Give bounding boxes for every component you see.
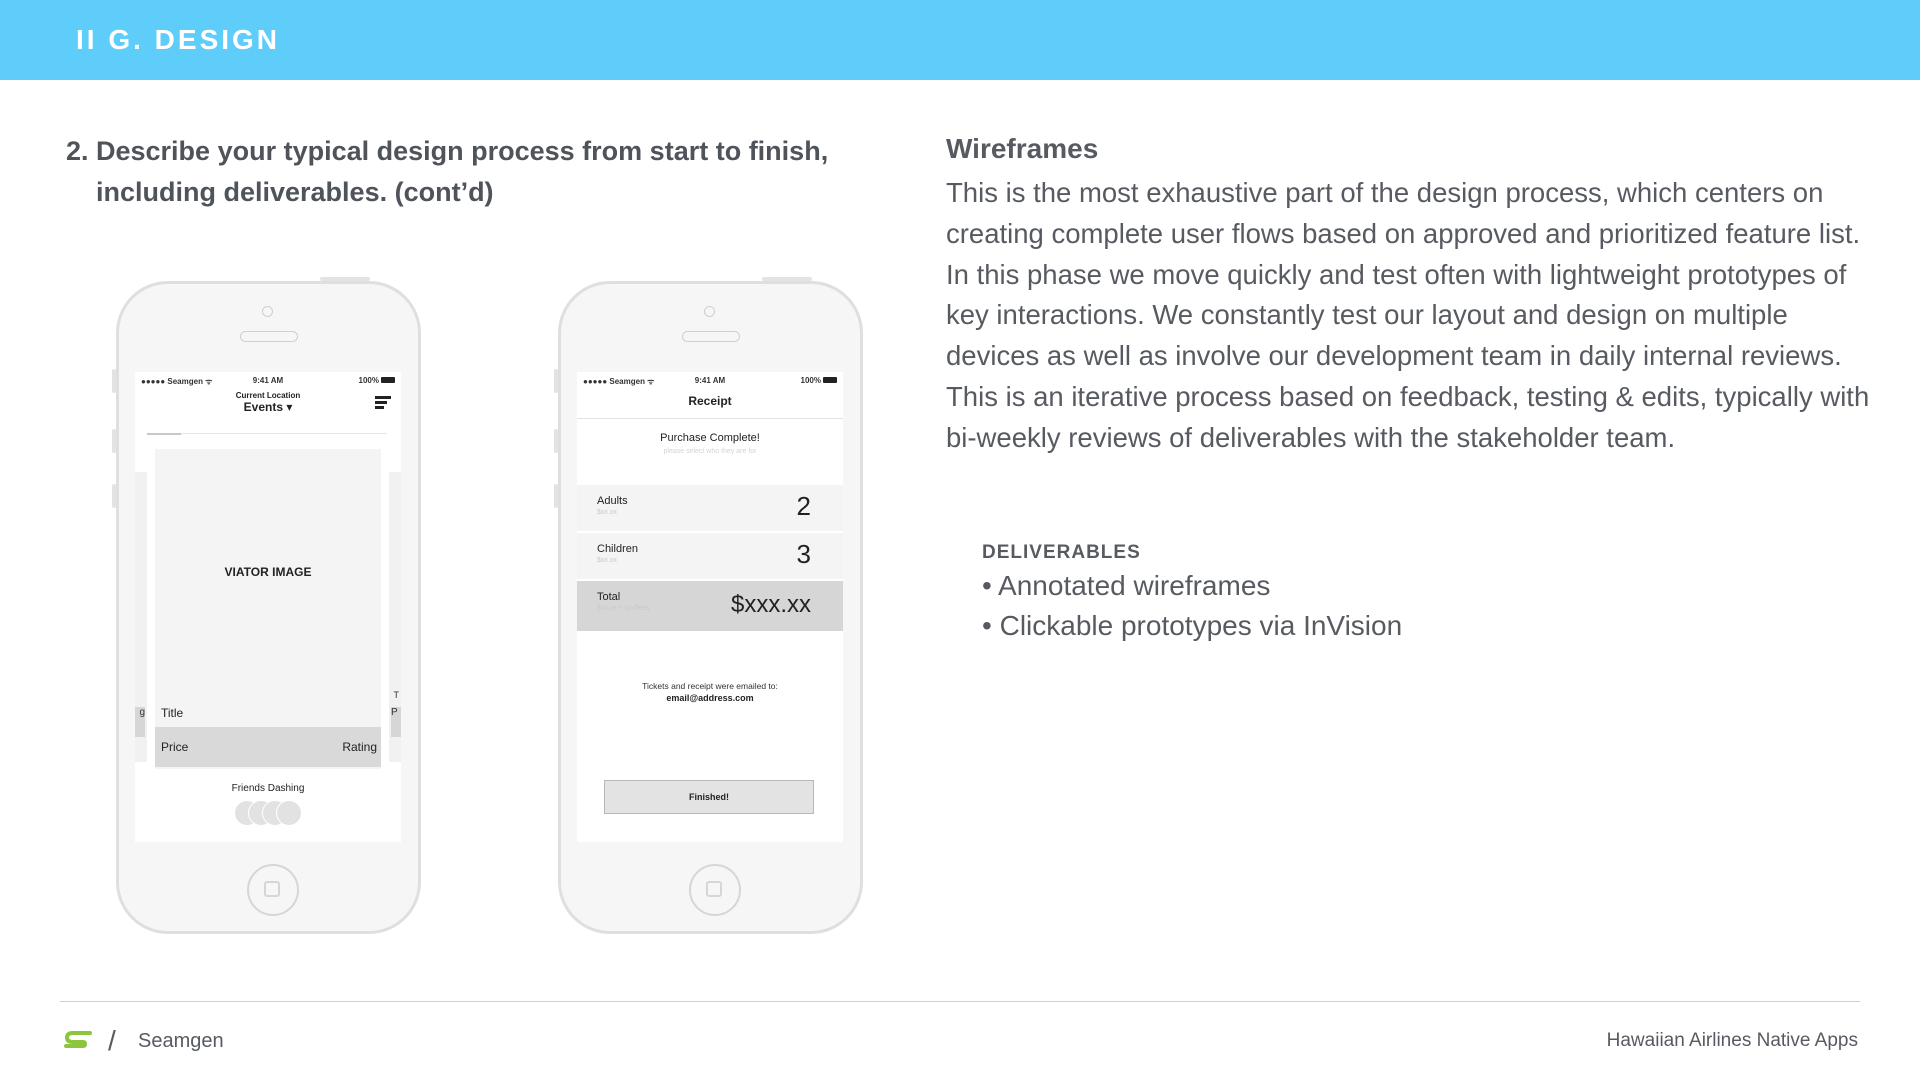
phone-events-mockup	[116, 281, 421, 934]
status-bar	[135, 376, 401, 388]
receipt-title: Receipt	[688, 394, 732, 408]
prev-card-tab: g	[135, 707, 145, 737]
seamgen-logo-icon	[64, 1030, 92, 1050]
emailed-notice: Tickets and receipt were emailed to:	[642, 681, 778, 691]
divider	[577, 418, 843, 419]
speaker-grill	[682, 331, 740, 342]
phone-receipt-mockup	[558, 281, 863, 934]
section-heading: II G. DESIGN	[76, 24, 281, 55]
volume-down-button	[112, 484, 116, 508]
phone-screen	[135, 372, 401, 842]
battery-percent: 100%	[358, 376, 379, 385]
status-time: 9:41 AM	[694, 376, 726, 385]
volume-up-button	[112, 429, 116, 453]
event-price: Price	[161, 740, 189, 754]
total-row	[577, 581, 843, 631]
battery-icon	[381, 377, 395, 383]
friend-avatars[interactable]	[234, 800, 304, 826]
menu-icon[interactable]	[375, 396, 391, 410]
list-item: • Clickable prototypes via InVision	[982, 606, 1402, 646]
power-button	[320, 277, 370, 281]
children-row[interactable]	[577, 533, 843, 579]
purchase-hint: please select who they are for	[663, 448, 757, 455]
speaker-grill	[240, 331, 298, 342]
footer-project-name: Hawaiian Airlines Native Apps	[1606, 1030, 1858, 1051]
footer-separator: /	[108, 1025, 116, 1056]
home-button	[689, 864, 741, 916]
carrier-label: ●●●●● Seamgen ᯤ	[141, 377, 213, 386]
power-button	[762, 277, 812, 281]
next-card-title-peek: T	[393, 690, 399, 700]
question-text: Describe your typical design process from start to finish, including deliverables. (cont’d)	[96, 136, 829, 207]
question-number: 2.	[66, 136, 89, 166]
current-location-label: Current Location	[235, 391, 301, 400]
purchase-complete-text: Purchase Complete!	[660, 432, 760, 444]
header-bar	[0, 0, 1920, 80]
email-address: email@address.com	[666, 693, 754, 703]
total-note: $xx.xx + tax/fees	[597, 605, 650, 612]
event-title: Title	[161, 706, 184, 720]
total-amount: $xxx.xx	[730, 591, 811, 618]
deliverables-heading: DELIVERABLES	[982, 542, 1141, 563]
viator-image-placeholder: VIATOR IMAGE	[224, 565, 312, 579]
wireframes-title: Wireframes	[946, 133, 1099, 164]
adults-price: $xx.xx	[597, 509, 617, 516]
finished-button[interactable]: Finished!	[604, 780, 814, 814]
camera-icon	[704, 306, 715, 317]
camera-icon	[262, 306, 273, 317]
deliverables-list	[982, 566, 1402, 646]
next-card-tab: P	[391, 707, 401, 737]
adults-label: Adults	[597, 495, 628, 507]
phone-screen	[577, 372, 843, 842]
mute-switch	[112, 369, 116, 393]
adults-count: 2	[796, 491, 811, 521]
children-label: Children	[597, 543, 638, 555]
home-button	[247, 864, 299, 916]
friends-label: Friends Dashing	[231, 783, 305, 794]
children-price: $xx.xx	[597, 557, 617, 564]
status-bar	[577, 376, 843, 388]
event-card[interactable]	[155, 449, 381, 769]
battery-icon	[823, 377, 837, 383]
total-label: Total	[597, 591, 621, 603]
page-indicator	[147, 433, 181, 435]
children-count: 3	[796, 539, 811, 569]
avatar	[276, 800, 302, 826]
list-item: • Annotated wireframes	[982, 566, 1402, 606]
divider	[147, 433, 387, 434]
volume-down-button	[554, 484, 558, 508]
status-time: 9:41 AM	[252, 376, 284, 385]
wireframes-body: This is the most exhaustive part of the design process, which centers on creating complete user flows based on approved and prioritized feature list. In this phase we move quickly and test often with lightweight prototypes of key interactions. We constantly test our layout and design on multiple devices as well as involve our development team in daily internal reviews. This is an iterative process based on feedback, testing & edits, typically with bi-weekly reviews of deliverables with the stakeholder team.	[946, 177, 1870, 453]
events-dropdown[interactable]: Events ▾	[243, 400, 293, 414]
battery-percent: 100%	[800, 376, 821, 385]
footer-divider	[60, 1001, 1860, 1002]
footer-brand: Seamgen	[138, 1030, 224, 1052]
volume-up-button	[554, 429, 558, 453]
mute-switch	[554, 369, 558, 393]
adults-row[interactable]	[577, 485, 843, 531]
event-rating: Rating	[342, 740, 377, 754]
carrier-label: ●●●●● Seamgen ᯤ	[583, 377, 655, 386]
